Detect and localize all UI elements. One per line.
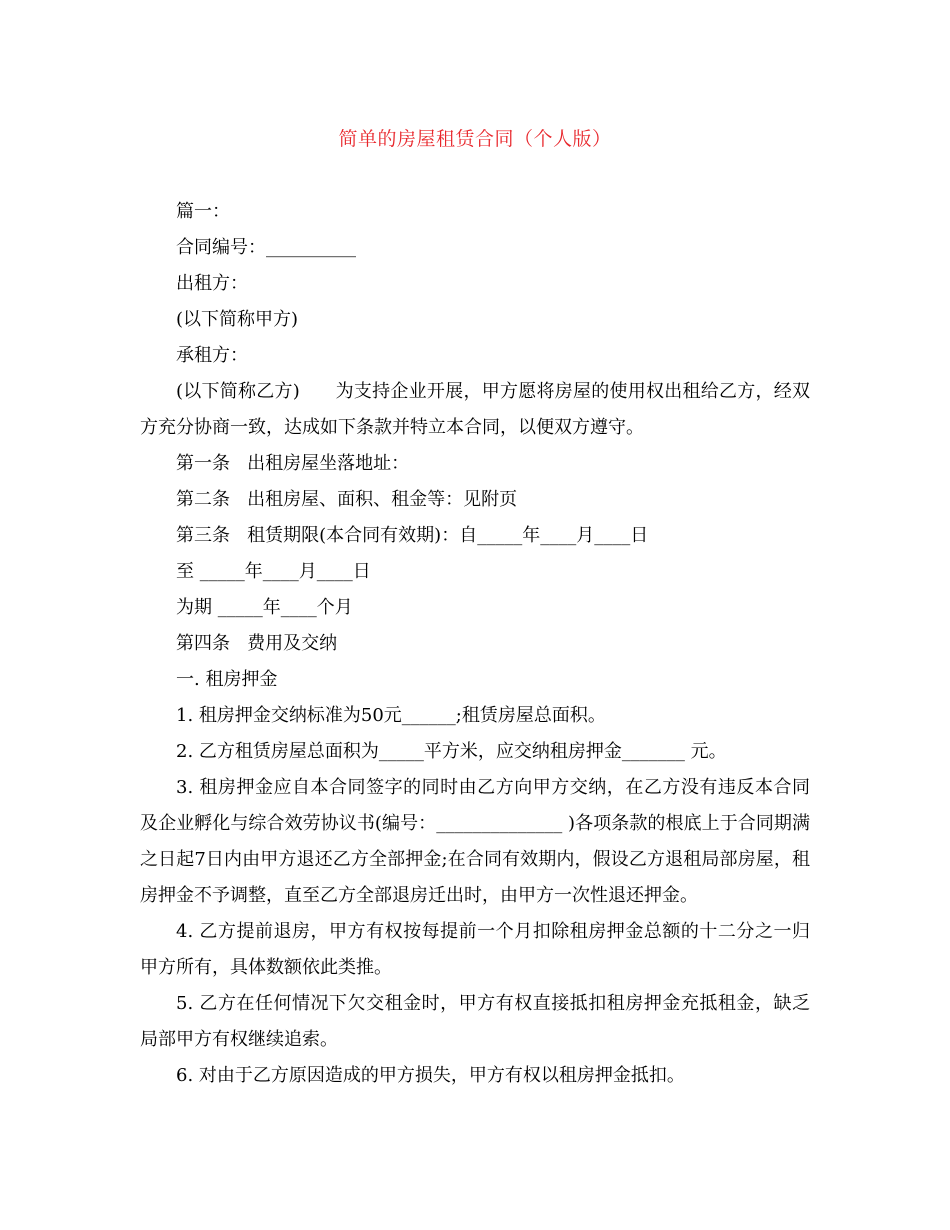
paragraph-section-label: 篇一： [176, 201, 230, 222]
paragraph-term-end: 至 _____年____月____日 [176, 561, 371, 582]
paragraph-deposit-item-1: 1. 租房押金交纳标准为50元______;租赁房屋总面积。 [176, 705, 606, 726]
paragraph-deposit-item-3: 3. 租房押金应自本合同签字的同时由乙方向甲方交纳，在乙方没有违反本合同及企业孵化与综合效劳协议书(编号：______________ )各项条款的根底上于合同期满之日起7日内由甲方退还乙方全部押金;在合同有效期内，假设乙方退租局部房屋，租房押金不予调整，直至乙方全部退房迁出时，由甲方一次性退还押金。 [140, 777, 810, 906]
paragraph-term-duration: 为期 _____年____个月 [176, 597, 353, 618]
paragraph-deposit-item-5: 5. 乙方在任何情况下欠交租金时，甲方有权直接抵扣租房押金充抵租金，缺乏局部甲方有权继续追索。 [140, 993, 810, 1050]
paragraph-contract-number: 合同编号：__________ [176, 237, 356, 258]
paragraph-lessee: 承租方： [176, 345, 248, 366]
paragraph-deposit-item-2: 2. 乙方租赁房屋总面积为_____平方米，应交纳租房押金_______ 元。 [176, 741, 727, 762]
paragraph-lessor: 出租方： [176, 273, 248, 294]
paragraph-article-1: 第一条 出租房屋坐落地址： [176, 453, 410, 474]
paragraph-deposit-item-6: 6. 对由于乙方原因造成的甲方损失，甲方有权以租房押金抵扣。 [176, 1065, 685, 1086]
document-body [140, 194, 810, 1094]
paragraph-deposit-heading: 一. 租房押金 [176, 669, 278, 690]
paragraph-article-4: 第四条 费用及交纳 [176, 633, 338, 654]
document-title: 简单的房屋租赁合同（个人版） [338, 128, 612, 150]
paragraph-deposit-item-4: 4. 乙方提前退房，甲方有权按每提前一个月扣除租房押金总额的十二分之一归甲方所有，具体数额依此类推。 [140, 921, 810, 978]
paragraph-preamble: (以下简称乙方) 为支持企业开展，甲方愿将房屋的使用权出租给乙方，经双方充分协商一致，达成如下条款并特立本合同，以便双方遵守。 [140, 381, 810, 438]
paragraph-article-3: 第三条 租赁期限(本合同有效期)：自_____年____月____日 [176, 525, 649, 546]
paragraph-lessor-abbrev: (以下简称甲方) [176, 309, 299, 330]
paragraph-article-2: 第二条 出租房屋、面积、租金等：见附页 [176, 489, 518, 510]
